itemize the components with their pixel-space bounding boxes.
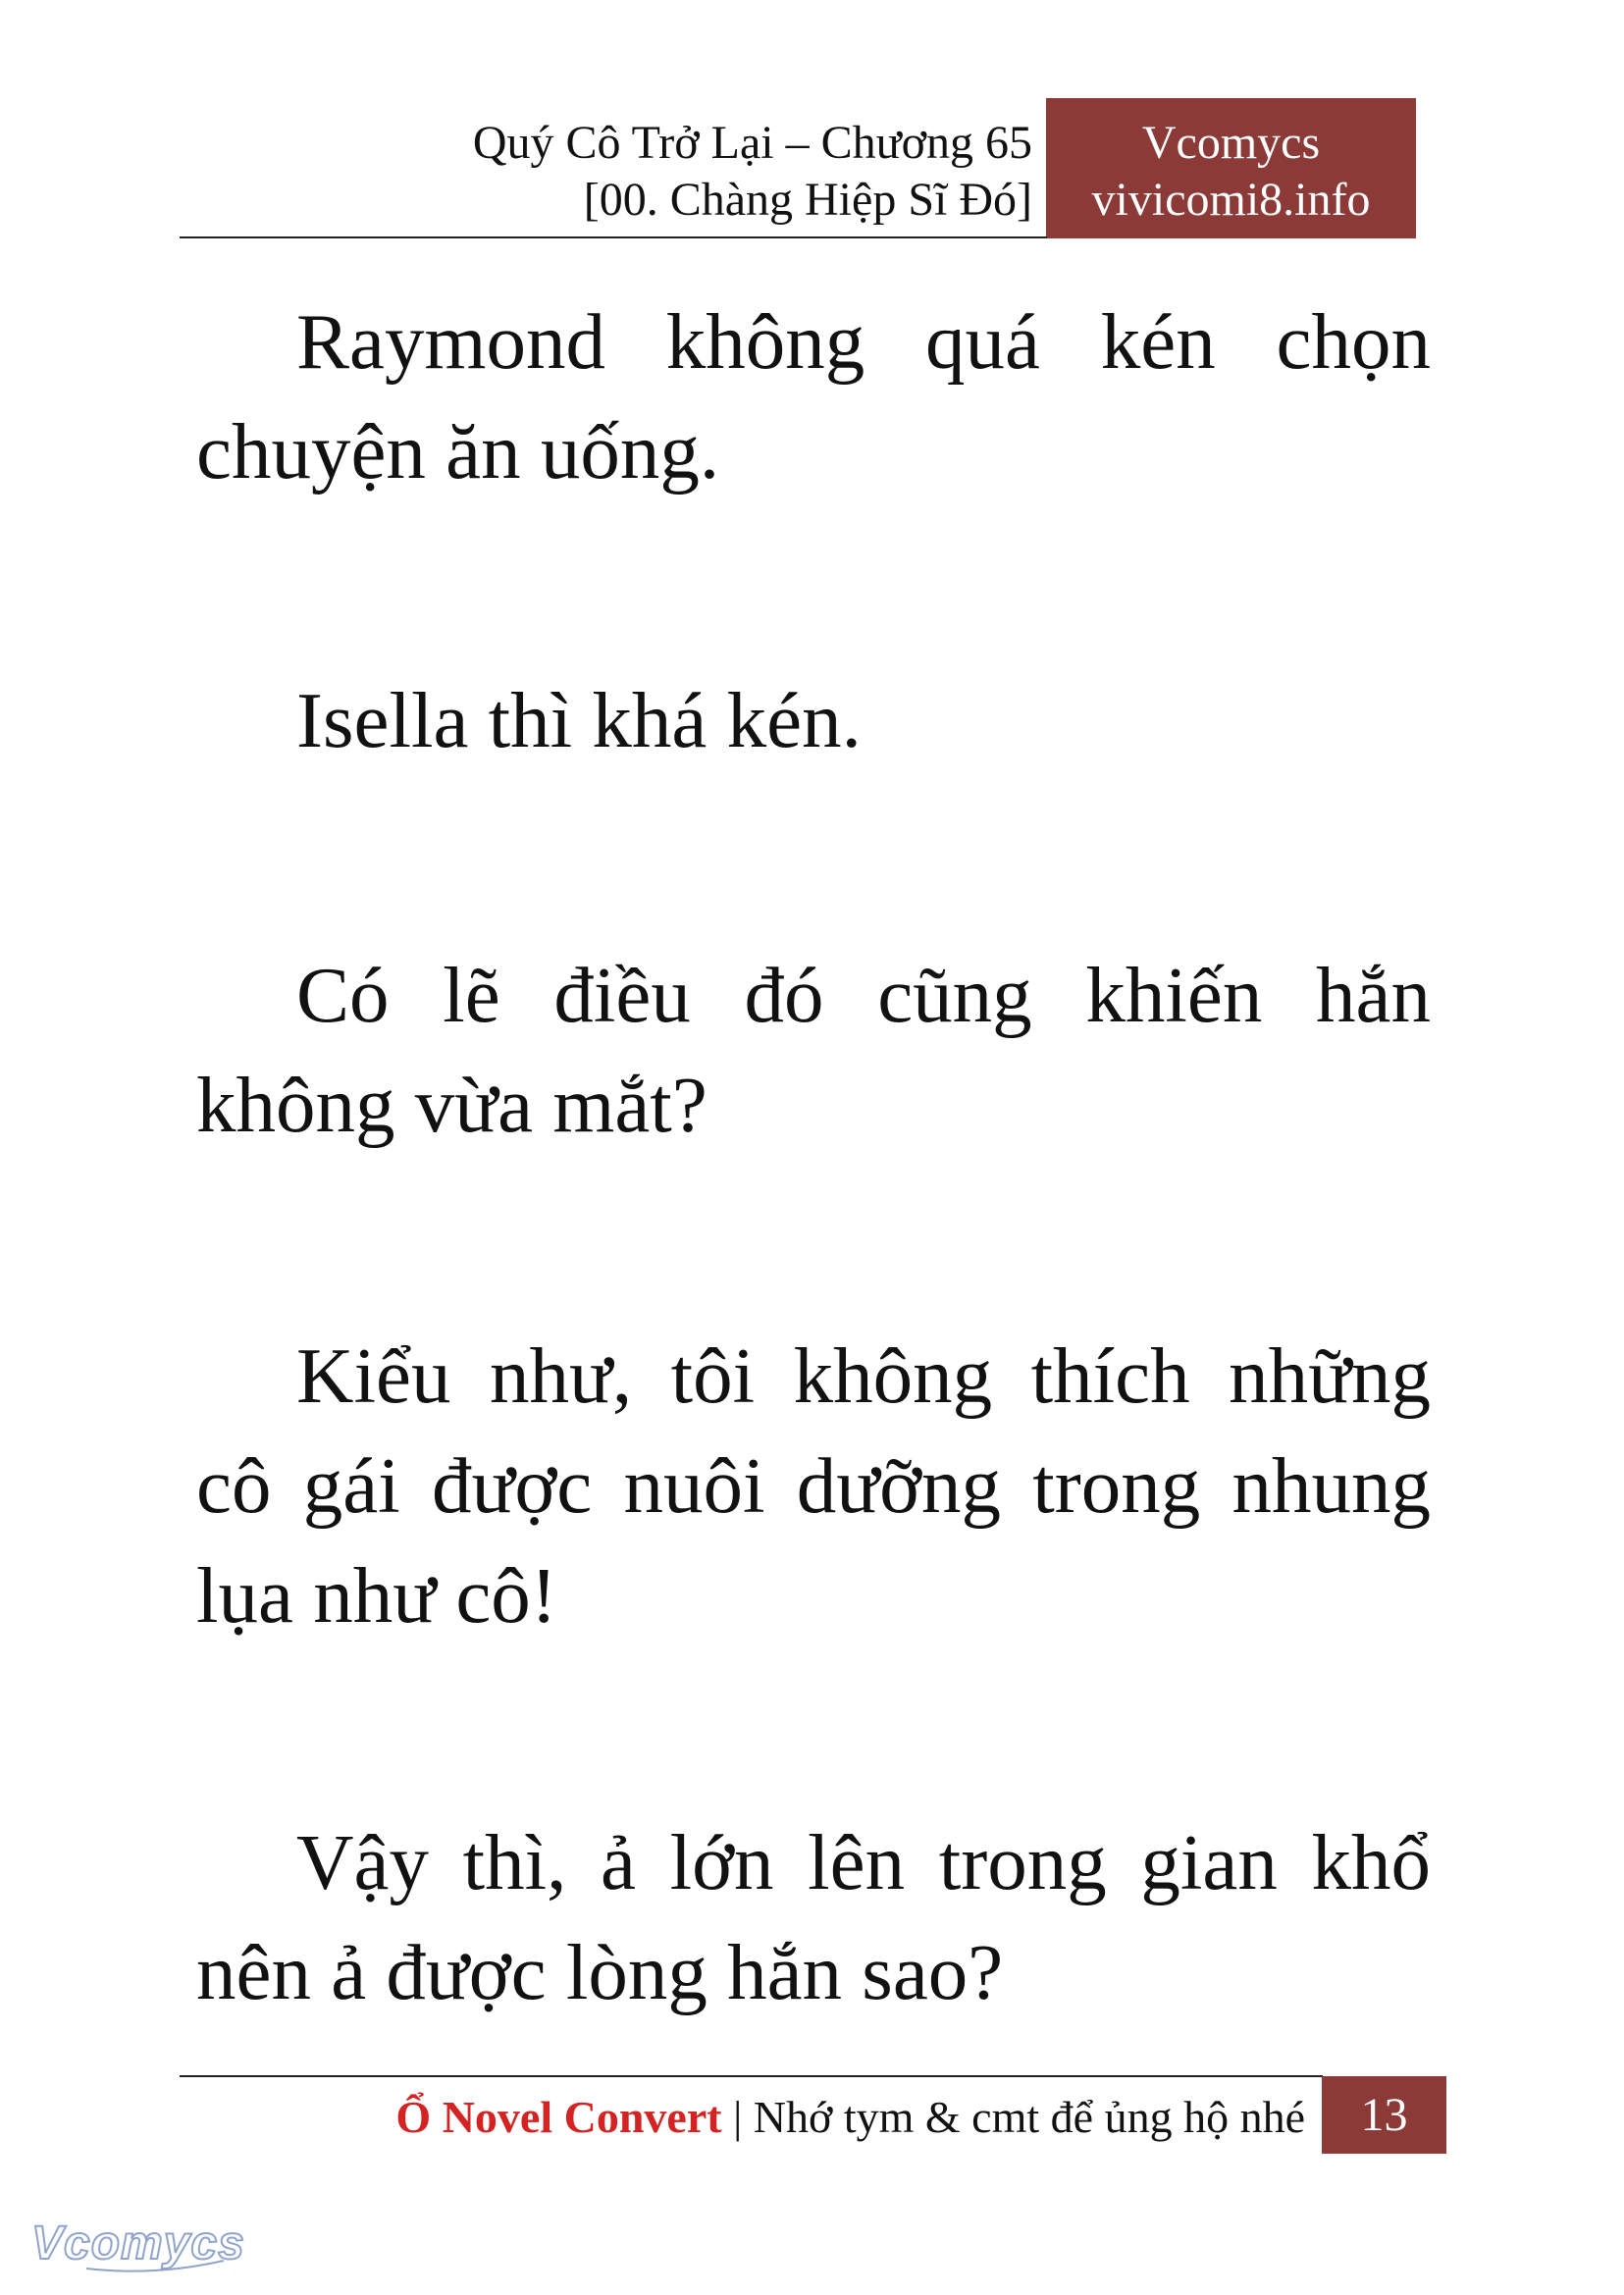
- paragraph-3: Có lẽ điều đó cũng khiến hắn không vừa mắt?: [196, 951, 1431, 1149]
- chapter-title: Quý Cô Trở Lại – Chương 65: [472, 117, 1032, 169]
- watermark-text: Vcomycs: [31, 2217, 245, 2269]
- footer-note: Nhớ tym & cmt để ủng hộ nhé: [753, 2092, 1305, 2142]
- footer-divider: [180, 2075, 1323, 2077]
- paragraph-5: Vậy thì, ả lớn lên trong gian khổ nên ả được lòng hắn sao?: [196, 1818, 1431, 2016]
- page-footer: [294, 2083, 1305, 2152]
- site-name: Vcomycs: [1141, 117, 1321, 169]
- paragraph-2: Isella thì khá kén.: [296, 676, 862, 764]
- header-divider: [180, 236, 1047, 238]
- site-badge: [1046, 98, 1416, 238]
- page-header-title: [182, 98, 1035, 235]
- vcomycs-watermark-logo: [27, 2214, 253, 2282]
- paragraph-4: Kiểu như, tôi không thích những cô gái được nuôi dưỡng trong nhung lụa như cô!: [196, 1331, 1431, 1640]
- footer-separator: |: [733, 2092, 743, 2142]
- page-number: 13: [1322, 2076, 1446, 2154]
- footer-brand: Ổ Novel Convert: [395, 2092, 722, 2142]
- chapter-subtitle: [00. Chàng Hiệp Sĩ Đó]: [583, 174, 1032, 226]
- paragraph-1: Raymond không quá kén chọn chuyện ăn uống.: [196, 297, 1431, 496]
- site-url: vivicomi8.info: [1091, 174, 1371, 226]
